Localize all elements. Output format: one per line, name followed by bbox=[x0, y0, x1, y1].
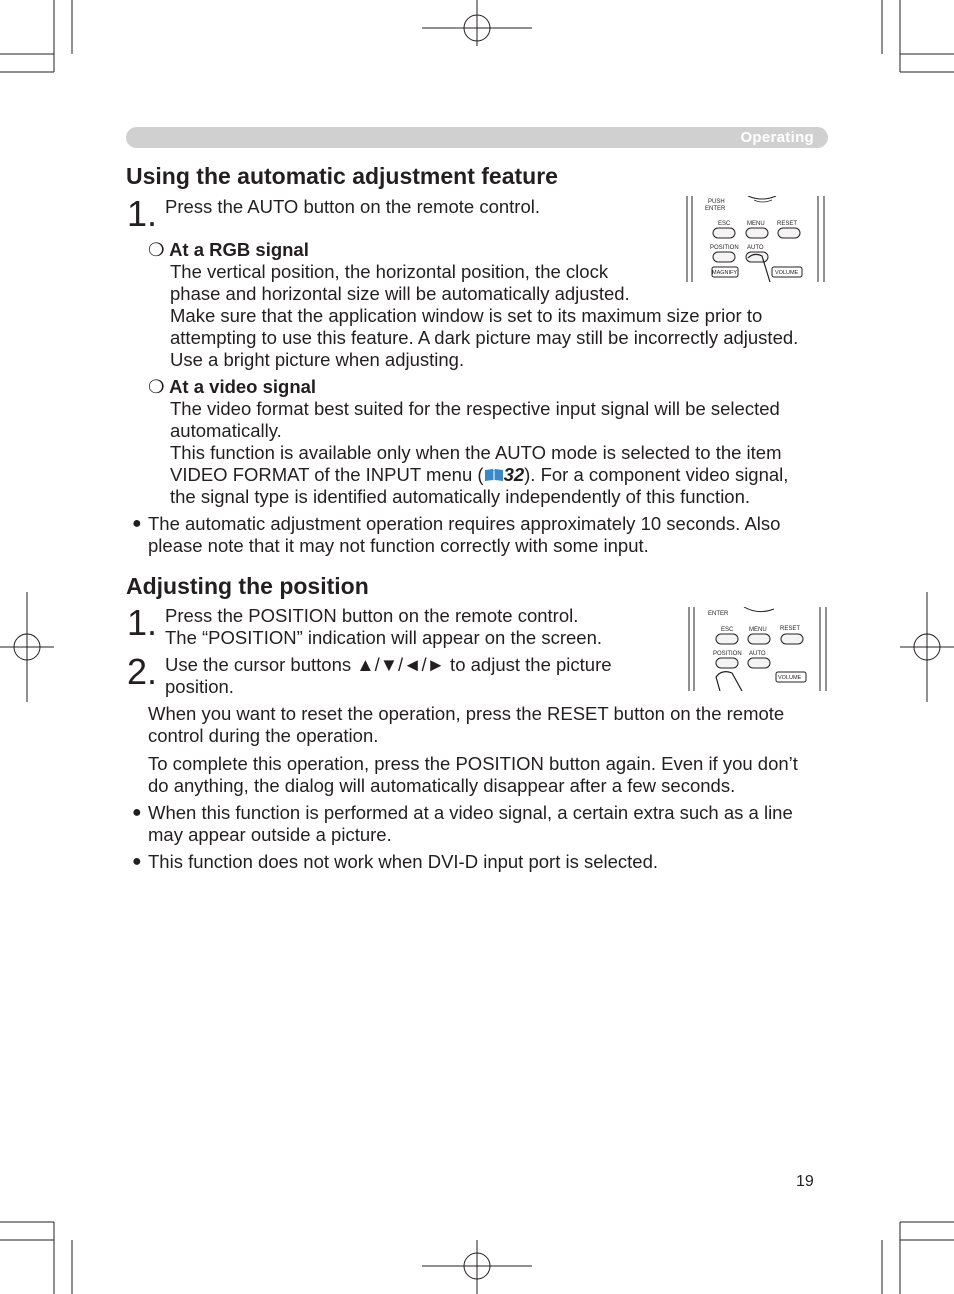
book-reference-icon bbox=[484, 468, 504, 482]
video-line: the signal type is identified automatically independently of this function. bbox=[170, 486, 751, 507]
video-heading bbox=[148, 376, 316, 398]
paragraph-line: To complete this operation, press the POSITION button again. Even if you don’t bbox=[148, 753, 798, 774]
svg-text:ESC: ESC bbox=[721, 627, 734, 633]
rgb-line: Make sure that the application window is set to its maximum size prior to bbox=[170, 305, 763, 326]
bullet-icon: ● bbox=[132, 853, 142, 870]
step-text: position. bbox=[165, 676, 234, 697]
svg-text:MAGNIFY: MAGNIFY bbox=[712, 270, 738, 276]
video-line: automatically. bbox=[170, 420, 282, 441]
svg-text:VOLUME: VOLUME bbox=[775, 270, 799, 276]
rgb-line: The vertical position, the horizontal position, the clock bbox=[170, 261, 609, 282]
note-line: When this function is performed at a video signal, a certain extra such as a line bbox=[148, 802, 793, 823]
paragraph-line: do anything, the dialog will automatically disappear after a few seconds. bbox=[148, 775, 736, 796]
note-line: This function does not work when DVI-D input port is selected. bbox=[148, 851, 659, 872]
circle-bullet-icon: ❍ bbox=[148, 239, 165, 260]
svg-text:AUTO: AUTO bbox=[749, 651, 766, 657]
svg-text:POSITION: POSITION bbox=[710, 245, 739, 251]
rgb-line: phase and horizontal size will be automatically adjusted. bbox=[170, 283, 630, 304]
page-reference: 32 bbox=[503, 464, 525, 485]
note-line: please note that it may not function correctly with some input. bbox=[148, 535, 649, 556]
svg-text:MENU: MENU bbox=[747, 221, 765, 227]
svg-text:PUSH: PUSH bbox=[708, 199, 725, 205]
step-text: Press the AUTO button on the remote control. bbox=[165, 196, 540, 217]
note-line: may appear outside a picture. bbox=[148, 824, 392, 845]
svg-text:RESET: RESET bbox=[777, 221, 798, 227]
svg-text:VOLUME: VOLUME bbox=[778, 675, 802, 681]
bullet-icon: ● bbox=[132, 804, 142, 821]
section-header-bar bbox=[126, 127, 828, 148]
paragraph-line: control during the operation. bbox=[148, 725, 379, 746]
video-line: VIDEO FORMAT of the INPUT menu ( 32). For a component video signal, bbox=[170, 464, 789, 485]
remote-control-illustration bbox=[684, 196, 828, 282]
step-text: Press the POSITION button on the remote control. bbox=[165, 605, 579, 626]
rgb-line: attempting to use this feature. A dark picture may still be incorrectly adjusted. bbox=[170, 327, 799, 348]
section-label: Operating bbox=[740, 129, 814, 146]
step-number: 1. bbox=[127, 193, 158, 234]
video-line: The video format best suited for the respective input signal will be selected bbox=[170, 398, 780, 419]
svg-text:ESC: ESC bbox=[718, 221, 731, 227]
video-line: This function is available only when the AUTO mode is selected to the item bbox=[170, 442, 782, 463]
rgb-line: Use a bright picture when adjusting. bbox=[170, 349, 465, 370]
step-text: Use the cursor buttons ▲/▼/◄/► to adjust the picture bbox=[165, 654, 612, 675]
step-number: 1. bbox=[127, 602, 158, 643]
svg-text:ENTER: ENTER bbox=[705, 206, 726, 212]
video-title: At a video signal bbox=[169, 376, 317, 397]
bullet-icon: ● bbox=[132, 515, 142, 532]
section-title-position: Adjusting the position bbox=[126, 573, 369, 599]
svg-text:POSITION: POSITION bbox=[713, 651, 742, 657]
section-title-auto-adjust: Using the automatic adjustment feature bbox=[126, 163, 558, 189]
svg-text:RESET: RESET bbox=[780, 626, 801, 632]
svg-text:AUTO: AUTO bbox=[747, 245, 764, 251]
page-number: 19 bbox=[796, 1173, 814, 1190]
svg-text:ENTER: ENTER bbox=[708, 611, 729, 617]
rgb-heading bbox=[148, 239, 309, 261]
step-number: 2. bbox=[127, 651, 158, 692]
paragraph-line: When you want to reset the operation, press the RESET button on the remote bbox=[148, 703, 785, 724]
step-text: The “POSITION” indication will appear on the screen. bbox=[165, 627, 602, 648]
remote-control-illustration bbox=[686, 607, 830, 691]
rgb-title: At a RGB signal bbox=[169, 239, 309, 260]
svg-text:MENU: MENU bbox=[749, 627, 767, 633]
circle-bullet-icon: ❍ bbox=[148, 376, 165, 397]
note-line: The automatic adjustment operation requires approximately 10 seconds. Also bbox=[148, 513, 781, 534]
